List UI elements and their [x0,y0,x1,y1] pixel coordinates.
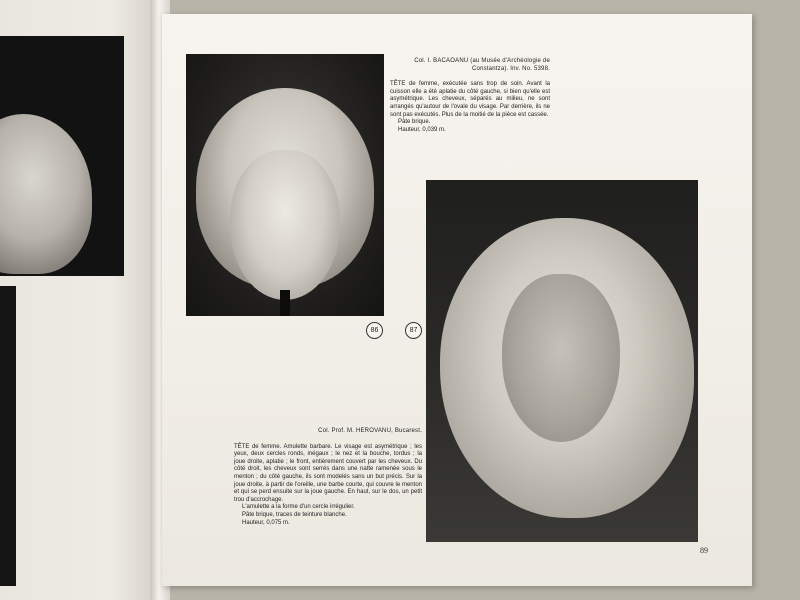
figure-87-shape: L'amulette a la forme d'un cercle irrégulier. [242,504,355,511]
figure-87-description: TÊTE de femme. Amulette barbare. Le visage est asymétrique ; les yeux, deux cercles ronds, inégaux ; le nez et la bouche, tordus ; la joue droite, aplatie ; le front, entièrement couvert par les cheveux. Du côté droit, les cheveux sont serrés dans une natte ramenée sous le menton ; du côté gauche, ils sont modelés sans un but précis. Sur la joue droite, à partir de l'oreille, une barbe courte, qui couvre le menton et qui se perd ensuite sur la joue gauche. En haut, sur le dos, un petit trou d'accrochage. [234,443,422,503]
figure-87-photo [426,180,698,542]
figure-86-description: TÊTE de femme, exécutée sans trop de soin. Avant la cuisson elle a été aplatie du côté gauche, si bien qu'elle est asymétrique. Les cheveux, séparés au milieu, ne sont arrangés qu'autour de l'ovale du visage. Par derrière, ils ne sont pas exécutés. Plus de la moitié de la pièce est cassée. [390,81,550,118]
figure-87-number: 87 [405,322,422,339]
figure-86-number: 86 [366,322,383,339]
figure-87-face [502,274,620,442]
figure-87-height: Hauteur, 0,075 m. [242,519,290,526]
left-page-photo-top [0,36,124,276]
figure-86-face [230,150,340,300]
page-number: 89 [700,546,708,555]
figure-86-stand [280,290,290,316]
figure-87-caption [234,428,422,527]
figure-86-caption [390,58,550,134]
figure-86-height: Hauteur, 0,039 m. [398,126,446,133]
left-sculpture-fragment [0,114,92,274]
figure-86-photo [186,54,384,316]
figure-87-collection: Col. Prof. M. HEROVANU, Bucarest. [318,428,422,434]
figure-86-material: Pâte brique. [398,119,431,126]
left-page-photo-bottom [0,286,16,586]
figure-86-collection: Col. I. BACAOANU (au Musée d'Archéologie de Constantza). Inv. No. 5398. [414,58,550,72]
figure-87-material: Pâte brique, traces de teinture blanche. [242,511,347,518]
left-page [0,0,160,600]
